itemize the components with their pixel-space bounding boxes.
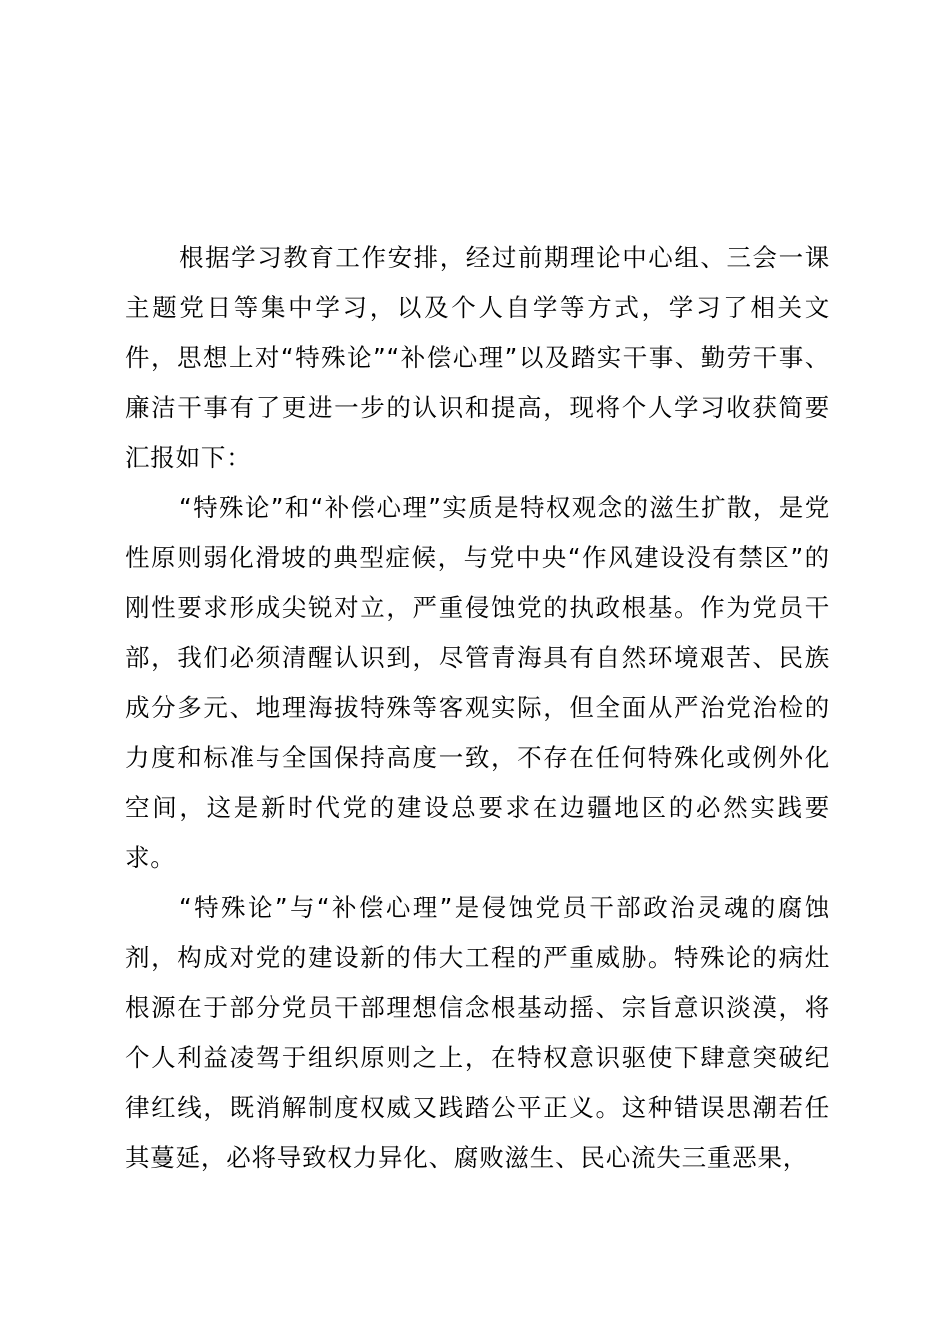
paragraph-1: 根据学习教育工作安排，经过前期理论中心组、三会一课主题党日等集中学习，以及个人自学等方式，学习了相关文件，思想上对“特殊论”“补偿心理”以及踏实干事、勤劳干事、廉洁干事有了更进一步的认识和提高，现将个人学习收获简要汇报如下： (125, 243, 830, 472)
paragraph-2: “特殊论”和“补偿心理”实质是特权观念的滋生扩散，是党性原则弱化滑坡的典型症候，与党中央“作风建设没有禁区”的刚性要求形成尖锐对立，严重侵蚀党的执政根基。作为党员干部，我们必须清醒认识到，尽管青海具有自然环境艰苦、民族成分多元、地理海拔特殊等客观实际，但全面从严治党治检的力度和标准与全国保持高度一致，不存在任何特殊化或例外化空间，这是新时代党的建设总要求在边疆地区的必然实践要求。 (125, 493, 830, 872)
document-body (125, 233, 830, 1183)
paragraph-3: “特殊论”与“补偿心理”是侵蚀党员干部政治灵魂的腐蚀剂，构成对党的建设新的伟大工程的严重威胁。特殊论的病灶根源在于部分党员干部理想信念根基动摇、宗旨意识淡漠，将个人利益凌驾于组织原则之上，在特权意识驱使下肆意突破纪律红线，既消解制度权威又践踏公平正义。这种错误思潮若任其蔓延，必将导致权力异化、腐败滋生、民心流失三重恶果， (125, 893, 830, 1172)
